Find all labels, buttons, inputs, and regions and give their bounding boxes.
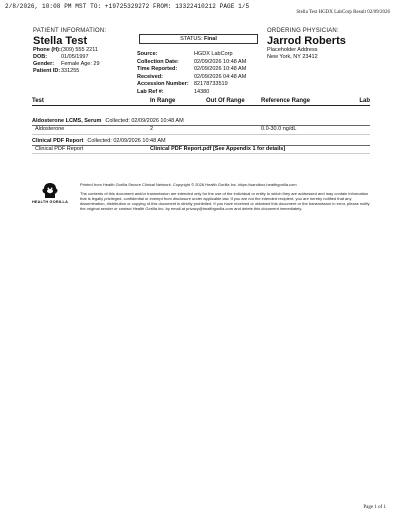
patient-phone-row xyxy=(33,47,153,54)
printed-notice: Printed from Health Gorilla Secure Clinical Network. Copyright © 2026 Health Gorilla Inc. https://sandbox.healthgorilla.com xyxy=(80,182,297,187)
patient-id-label: Patient ID: xyxy=(33,68,61,74)
dob-value: 01/05/1997 xyxy=(61,54,89,60)
physician-name: Jarrod Roberts xyxy=(267,35,346,47)
status-value: Final xyxy=(204,36,217,42)
row-in-range: 2 xyxy=(150,126,154,132)
fax-header: 2/8/2026, 10:08 PM MST TO: +19725329272 FROM: 13322410212 PAGE 1/5 xyxy=(5,3,250,10)
collection-date-label: Collection Date: xyxy=(137,58,179,65)
logo-text: HEALTH GORILLA xyxy=(31,200,69,204)
time-reported-value: 02/09/2026 10:48 AM xyxy=(194,66,247,72)
patient-information xyxy=(33,28,153,75)
header-in-range: In Range xyxy=(150,98,176,104)
row-out-of-range xyxy=(206,126,261,134)
physician-address-line2: New York, NY 23412 xyxy=(267,54,318,60)
patient-id-value: 331255 xyxy=(61,68,80,74)
test-group-clinical-pdf xyxy=(32,138,370,146)
page-number: Page 1 of 1 xyxy=(363,505,386,510)
received-label: Received: xyxy=(137,73,163,80)
group-name: Aldosterone LCMS, Serum xyxy=(32,118,102,124)
header-reference-range: Reference Range xyxy=(261,98,311,104)
clinical-pdf-link[interactable]: Clinical PDF Report.pdf [See Appendix 1 for details] xyxy=(150,145,286,152)
lab-ref-label: Lab Ref #: xyxy=(137,88,164,95)
health-gorilla-logo xyxy=(31,182,69,204)
patient-name: Stella Test xyxy=(33,35,88,47)
lab-ref-row xyxy=(137,89,267,97)
row-test-name: Aldosterone xyxy=(35,126,65,132)
patient-gender-row xyxy=(33,61,153,68)
row-reference-range: 0.0-30.0 ng/dL xyxy=(261,126,297,132)
test-group-aldosterone xyxy=(32,118,370,126)
confidentiality-notice: The contents of this document and/or transmission are intended only for the use of the individual or entity to which they are addressed and may contain information that is legally privileged, confidential or exempt from disclosure under applicable law. If you are not the intended recipient, you are hereby notified that any dissemination, distribution or copying of this document is strictly prohibited. If you have received or obtained this document or the transmission in error, please notify the original sender or contact Health Gorilla Inc. by email at privacy@healthgorilla.com and delete this document immediately. xyxy=(80,191,370,211)
document-reference: Stella Test HGDX LabCorp Result 02/09/2026 xyxy=(296,10,390,15)
table-row xyxy=(32,126,370,135)
table-row xyxy=(32,146,370,155)
status-label: STATUS: xyxy=(180,36,203,42)
physician-section-label: ORDERING PHYSICIAN: xyxy=(267,28,339,34)
patient-id-row xyxy=(33,68,153,75)
header-out-of-range: Out Of Range xyxy=(206,98,245,104)
lab-ref-value: 14380 xyxy=(194,88,210,95)
source-row xyxy=(137,51,267,59)
group-name: Clinical PDF Report xyxy=(32,137,84,144)
time-reported-label: Time Reported: xyxy=(137,66,178,72)
time-reported-row xyxy=(137,66,267,74)
accession-value: 82178733519 xyxy=(194,81,228,87)
ordering-physician xyxy=(267,28,387,61)
received-value: 02/09/2026 04:48 AM xyxy=(194,73,247,80)
patient-section-label: PATIENT INFORMATION: xyxy=(33,28,107,34)
status-badge xyxy=(139,34,258,44)
footer-disclaimer xyxy=(80,182,370,215)
received-row xyxy=(137,74,267,82)
results-table xyxy=(32,98,370,154)
gender-label: Gender: xyxy=(33,61,55,67)
phone-value: (309) 555 2211 xyxy=(61,47,98,53)
header-test: Test xyxy=(32,98,44,104)
physician-address-line1: Placeholder Address xyxy=(267,47,318,53)
dob-label: DOB: xyxy=(33,54,48,60)
header-lab: Lab xyxy=(359,98,370,104)
table-header xyxy=(32,98,370,106)
accession-label: Accession Number: xyxy=(137,81,189,87)
collection-date-row xyxy=(137,59,267,67)
gorilla-icon xyxy=(41,182,59,199)
patient-dob-row xyxy=(33,54,153,61)
row-lab xyxy=(327,126,370,134)
group-collected: Collected: 02/09/2026 10:48 AM xyxy=(87,137,166,144)
gender-value: Female Age: 29 xyxy=(61,61,100,67)
accession-row xyxy=(137,81,267,89)
lab-information xyxy=(137,51,267,96)
collection-date-value: 02/09/2026 10:48 AM xyxy=(194,58,247,65)
row-test-name: Clinical PDF Report xyxy=(35,145,84,152)
source-value: HGDX LabCorp xyxy=(194,51,233,57)
group-collected: Collected: 02/09/2026 10:48 AM xyxy=(105,118,184,124)
phone-label: Phone (H): xyxy=(33,47,61,53)
source-label: Source: xyxy=(137,51,158,57)
